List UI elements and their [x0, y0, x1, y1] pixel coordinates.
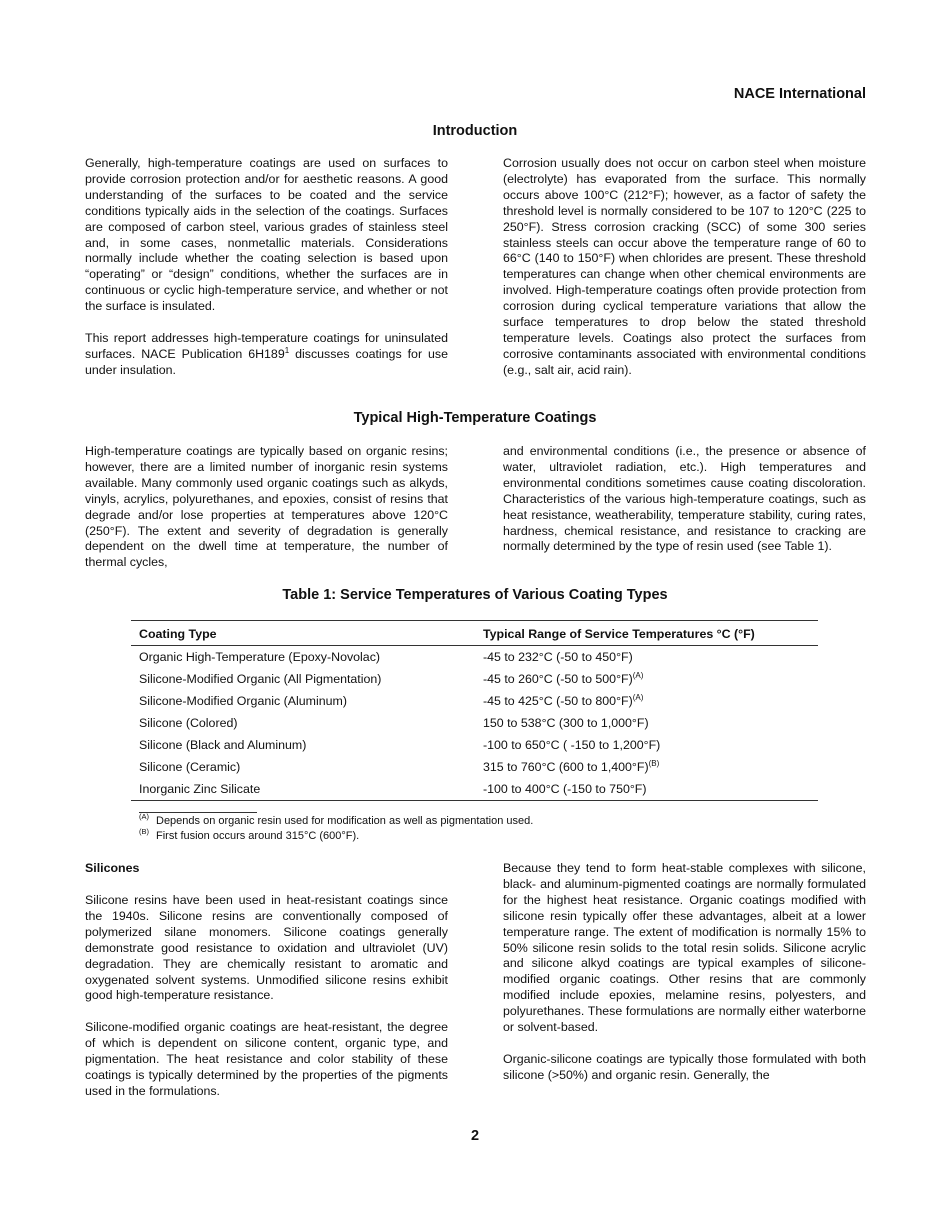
paragraph: Because they tend to form heat-stable complexes with silicone, black- and aluminum-pigmented coatings are normally formulated for the highest heat resistance. Organic coatings modified with silicone resin typically offer these advantages, albeit at a lower temperature range. The extent of modification is normally 15% to 50% silicone resin solids to the total resin solids. Silicone acrylic and silicone alkyd coatings are typical examples of silicone-modified organic coatings. Other resins that are commonly modified include epoxies, melamine resins, polyesters, and polyurethanes. These formulations are normally either waterborne or solvent-based. [503, 861, 866, 1035]
subsection-title-silicones: Silicones [85, 861, 140, 875]
paragraph-text: This report addresses high-temperature coatings for uninsulated surfaces. NACE Publication 6H189 [85, 330, 448, 361]
paragraph-text: discusses coatings for use under insulation. [85, 346, 449, 377]
table-row [131, 690, 818, 712]
cell-temperature-range: -45 to 425°C (-50 to 800°F)$^{(A)}$ [483, 692, 644, 708]
cell-temperature-range: 315 to 760°C (600 to 1,400°F)$^{(B)}$ [483, 758, 660, 774]
service-temperature-table [131, 620, 818, 801]
page-number: 2 [470, 1128, 480, 1144]
cell-coating-type: Silicone (Ceramic) [139, 760, 241, 774]
cell-coating-type: Silicone-Modified Organic (Aluminum) [139, 694, 347, 708]
cell-temperature-range: -100 to 650°C ( -150 to 1,200°F) [483, 738, 661, 752]
reference-superscript: 1 [284, 345, 290, 355]
silicones-left-column [85, 893, 448, 1100]
paragraph: Organic-silicone coatings are typically those formulated with both silicone (>50%) and organic resin. Generally, the [503, 1051, 866, 1082]
cell-coating-type: Inorganic Zinc Silicate [139, 782, 261, 796]
table-footnote [139, 827, 360, 842]
section-title-typical-coatings: Typical High-Temperature Coatings [353, 410, 597, 426]
typical-left-column [85, 444, 448, 571]
cell-temperature-range: -45 to 232°C (-50 to 450°F) [483, 650, 633, 664]
intro-left-column [85, 156, 448, 379]
cell-temperature-range: -100 to 400°C (-150 to 750°F) [483, 782, 647, 796]
footnote-marker: (A) [632, 670, 644, 680]
header-organization: NACE International [733, 86, 866, 102]
paragraph: Silicone resins have been used in heat-resistant coatings since the 1940s. Silicone resins are conventionally composed of polymerized silane monomers. Silicone coatings generally demonstrate good resistance to oxidation and ultraviolet (UV) degradation. They are chemically resistant to aromatic and oxygenated solvent systems. Unmodified silicone resins exhibit good high-temperature resistance. [85, 893, 448, 1003]
table-footnote [139, 812, 534, 827]
intro-right-column [503, 156, 866, 379]
table-row [131, 756, 818, 778]
column-header-coating-type: Coating Type [139, 626, 217, 641]
column-header-temperature-range: Typical Range of Service Temperatures °C (°F) [483, 626, 755, 641]
table-row [131, 734, 818, 756]
table-row [131, 778, 818, 801]
footnote-marker: (B) [648, 758, 660, 768]
table-header-row [131, 621, 818, 646]
cell-coating-type: Silicone-Modified Organic (All Pigmentation) [139, 672, 382, 686]
paragraph: High-temperature coatings are typically based on organic resins; however, there are a limited number of inorganic resin systems available. Many commonly used organic coatings such as alkyds, vinyls, acrylics, polyurethanes, and epoxies, consist of resins that degrade and/or lose properties at temperatures above 120°C (250°F). The extent and severity of degradation is generally dependent on the dwell time at temperature, the number of thermal cycles, [85, 444, 448, 570]
typical-right-column [503, 444, 866, 555]
cell-temperature-range: 150 to 538°C (300 to 1,000°F) [483, 716, 649, 730]
table-row [131, 668, 818, 690]
paragraph: and environmental conditions (i.e., the presence or absence of water, ultraviolet radiation, etc.). High temperatures and environmental conditions sometimes cause coating discoloration. Characteristics of the various high-temperature coatings, such as heat resistance, weatherability, temperature stability, curing rates, hardness, chemical resistance, and resistance to cracking are normally determined by the type of resin used (see Table 1). [503, 444, 866, 554]
section-title-introduction: Introduction [432, 123, 518, 139]
cell-temperature-range: -45 to 260°C (-50 to 500°F)$^{(A)}$ [483, 670, 644, 686]
footnote-text: Depends on organic resin used for modification as well as pigmentation used. [156, 815, 534, 827]
silicones-right-column [503, 861, 866, 1084]
footnote-divider [139, 812, 257, 813]
table-row [131, 646, 818, 669]
paragraph: Corrosion usually does not occur on carbon steel when moisture (electrolyte) has evaporated from the surface. This normally occurs above 100°C (212°F); however, as a factor of safety the threshold level is normally considered to be 107 to 120°C (225 to 250°F). Stress corrosion cracking (SCC) of some 300 series stainless steels can occur above the temperature range of 60 to 66°C (140 to 150°F) when chlorides are present. These threshold temperatures can change when other chemical environments are involved. High-temperature coatings often provide protection from corrosion during cyclical temperature variations that allow the surface temperatures to drop below the stated threshold temperature levels. Coatings also protect the surfaces from corrosive contaminants associated with environmental conditions (e.g., salt air, acid rain). [503, 156, 866, 377]
cell-coating-type: Silicone (Colored) [139, 716, 238, 730]
cell-coating-type: Organic High-Temperature (Epoxy-Novolac) [139, 650, 381, 664]
paragraph: Generally, high-temperature coatings are used on surfaces to provide corrosion protection and/or for aesthetic reasons. A good understanding of the surfaces to be coated and the service conditions typically aids in the selection of the coatings. Surfaces are composed of carbon steel, various grades of stainless steel and, in some cases, nonmetallic materials. Considerations normally include whether the coating selection is based upon “operating” or “design” conditions, whether the surfaces are in continuous or cyclic high-temperature service, and whether or not the surface is insulated. [85, 156, 448, 314]
paragraph: Silicone-modified organic coatings are heat-resistant, the degree of which is dependent on silicone content, organic type, and pigmentation. The heat resistance and color stability of these coatings is typically determined by the properties of the pigments used in the formulations. [85, 1020, 448, 1098]
footnote-marker: (A) [632, 692, 644, 702]
footnote-marker: (A) [139, 812, 149, 822]
cell-coating-type: Silicone (Black and Aluminum) [139, 738, 307, 752]
footnote-text: First fusion occurs around 315°C (600°F). [156, 830, 360, 842]
table-caption: Table 1: Service Temperatures of Various Coating Types [282, 587, 668, 603]
footnote-marker: (B) [139, 827, 149, 837]
table-row [131, 712, 818, 734]
paragraph [85, 331, 448, 379]
